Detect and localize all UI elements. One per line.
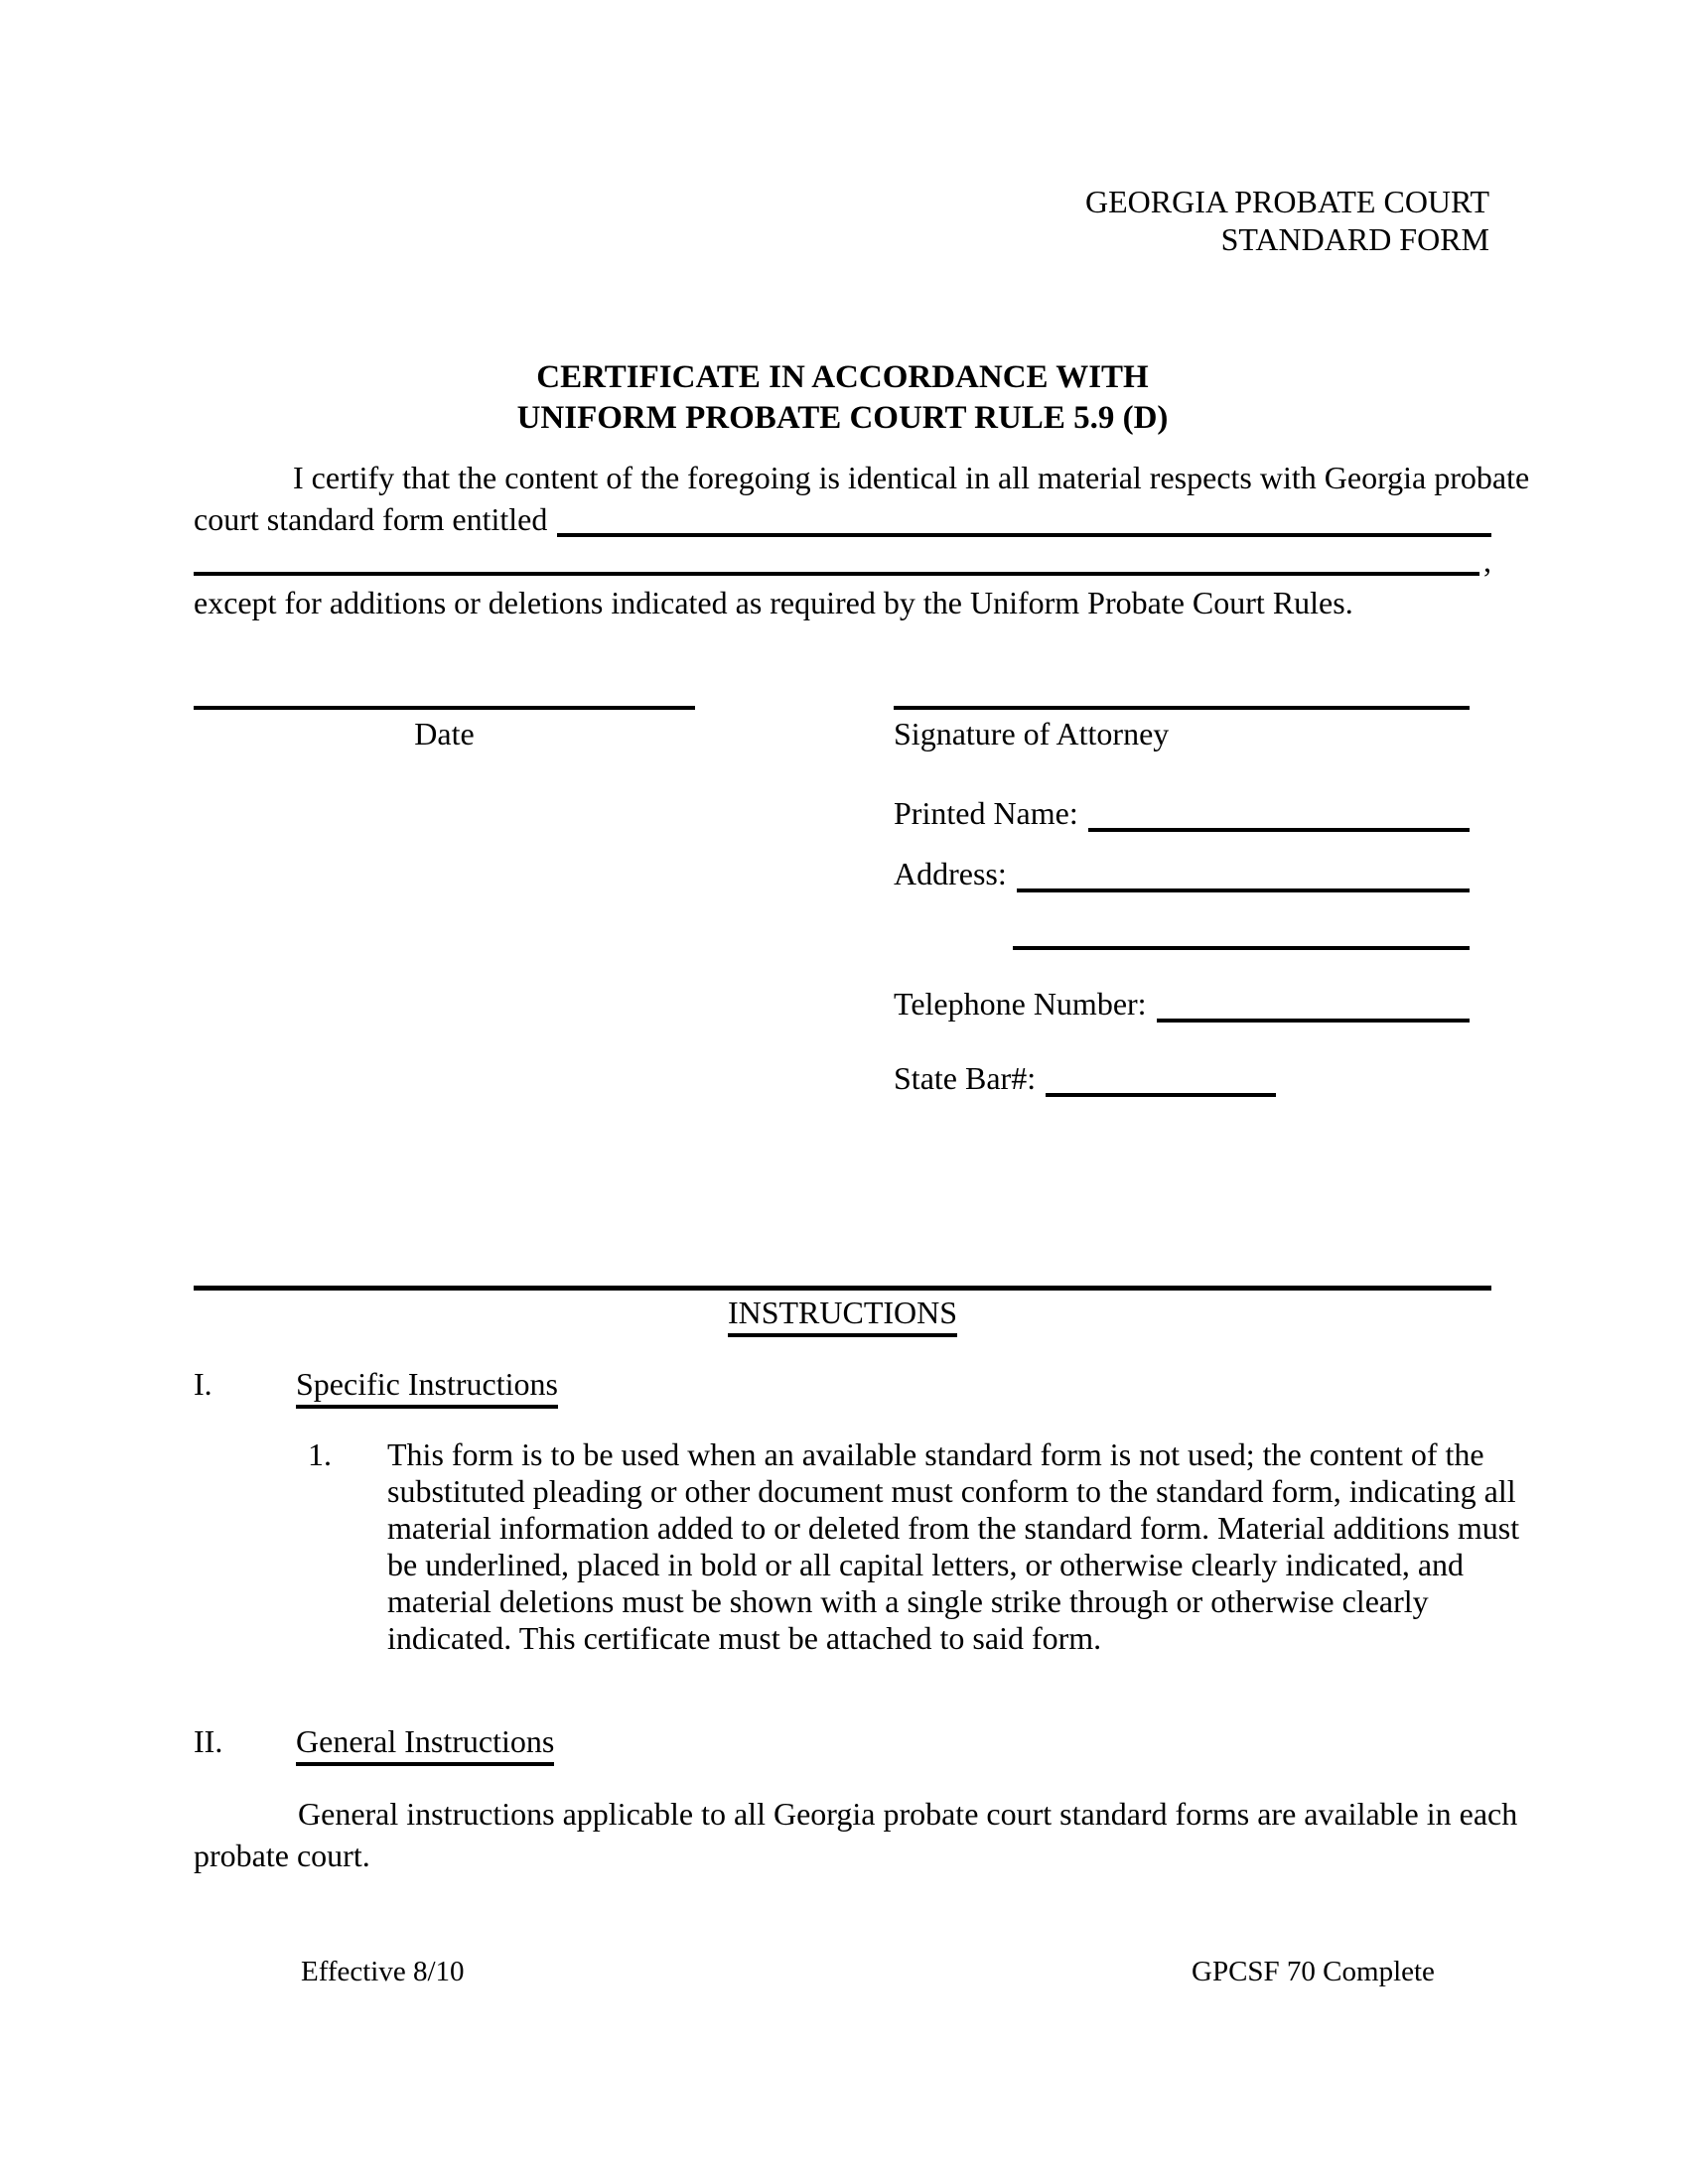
certify-line-2-text: court standard form entitled bbox=[194, 501, 548, 537]
printed-name-blank-line bbox=[1088, 791, 1470, 832]
general-instructions-paragraph bbox=[194, 1793, 1518, 1876]
telephone-row bbox=[894, 982, 1470, 1025]
item-1-line: material deletions must be shown with a single strike through or otherwise clearly bbox=[387, 1583, 1429, 1619]
attorney-signature-label: Signature of Attorney bbox=[894, 716, 1170, 751]
attorney-signature-line bbox=[894, 706, 1470, 710]
form-title-blank-line-2 bbox=[194, 540, 1479, 576]
certify-line-1: I certify that the content of the foregoing is identical in all material respects with Georgia probate bbox=[293, 460, 1530, 495]
instructions-divider-rule bbox=[194, 1286, 1491, 1291]
state-bar-row bbox=[894, 1056, 1470, 1100]
certification-paragraph bbox=[194, 457, 1530, 623]
title-line-1: CERTIFICATE IN ACCORDANCE WITH bbox=[536, 359, 1149, 395]
certify-line-4: except for additions or deletions indicated as required by the Uniform Probate Court Rules. bbox=[194, 585, 1353, 620]
footer-form-number: GPCSF 70 Complete bbox=[1192, 1956, 1435, 1987]
form-header bbox=[1085, 183, 1489, 258]
telephone-label: Telephone Number: bbox=[894, 986, 1147, 1022]
item-1-number: 1. bbox=[308, 1436, 332, 1472]
item-1-line: be underlined, placed in bold or all capital letters, or otherwise clearly indicated, and bbox=[387, 1547, 1465, 1582]
certify-line-3 bbox=[194, 540, 1491, 582]
address-row bbox=[894, 852, 1470, 895]
footer-effective-date: Effective 8/10 bbox=[301, 1956, 465, 1987]
section-specific-instructions bbox=[194, 1366, 558, 1409]
item-1-line: material information added to or deleted from the standard form. Material additions must bbox=[387, 1510, 1520, 1546]
instructions-heading bbox=[194, 1295, 1491, 1331]
address-blank-line-1 bbox=[1017, 852, 1470, 892]
document-title bbox=[194, 357, 1491, 439]
title-line-2: UNIFORM PROBATE COURT RULE 5.9 (D) bbox=[516, 400, 1169, 436]
printed-name-row bbox=[894, 791, 1470, 835]
item-1-line: indicated. This certificate must be attached to said form. bbox=[387, 1620, 1102, 1656]
instructions-heading-text: INSTRUCTIONS bbox=[728, 1295, 957, 1337]
header-standard-form-line: STANDARD FORM bbox=[1220, 221, 1489, 257]
date-label: Date bbox=[414, 716, 475, 751]
state-bar-label: State Bar#: bbox=[894, 1060, 1037, 1096]
certify-line-2 bbox=[194, 498, 1491, 540]
date-signature-line bbox=[194, 706, 695, 710]
section-i-numeral: I. bbox=[194, 1366, 212, 1402]
item-1-paragraph bbox=[387, 1436, 1520, 1657]
certify-line-3-comma: , bbox=[1483, 543, 1491, 579]
address-blank-line-2 bbox=[1013, 909, 1470, 950]
general-para-line: General instructions applicable to all Georgia probate court standard forms are available in each bbox=[298, 1796, 1518, 1832]
section-i-heading: Specific Instructions bbox=[296, 1366, 558, 1409]
address-continuation-row bbox=[894, 909, 1470, 953]
header-court-line: GEORGIA PROBATE COURT bbox=[1085, 184, 1489, 219]
telephone-blank-line bbox=[1157, 982, 1470, 1023]
general-para-line: probate court. bbox=[194, 1838, 370, 1873]
attorney-info-fields bbox=[894, 791, 1470, 1100]
state-bar-blank-line bbox=[1046, 1056, 1276, 1097]
section-ii-numeral: II. bbox=[194, 1723, 223, 1759]
address-label: Address: bbox=[894, 856, 1007, 891]
item-1-line: This form is to be used when an available standard form is not used; the content of the bbox=[387, 1436, 1484, 1472]
item-1-line: substituted pleading or other document must conform to the standard form, indicating all bbox=[387, 1473, 1516, 1509]
section-ii-heading: General Instructions bbox=[296, 1723, 554, 1766]
printed-name-label: Printed Name: bbox=[894, 795, 1078, 831]
form-title-blank-line-1 bbox=[557, 498, 1491, 537]
section-general-instructions bbox=[194, 1723, 554, 1766]
